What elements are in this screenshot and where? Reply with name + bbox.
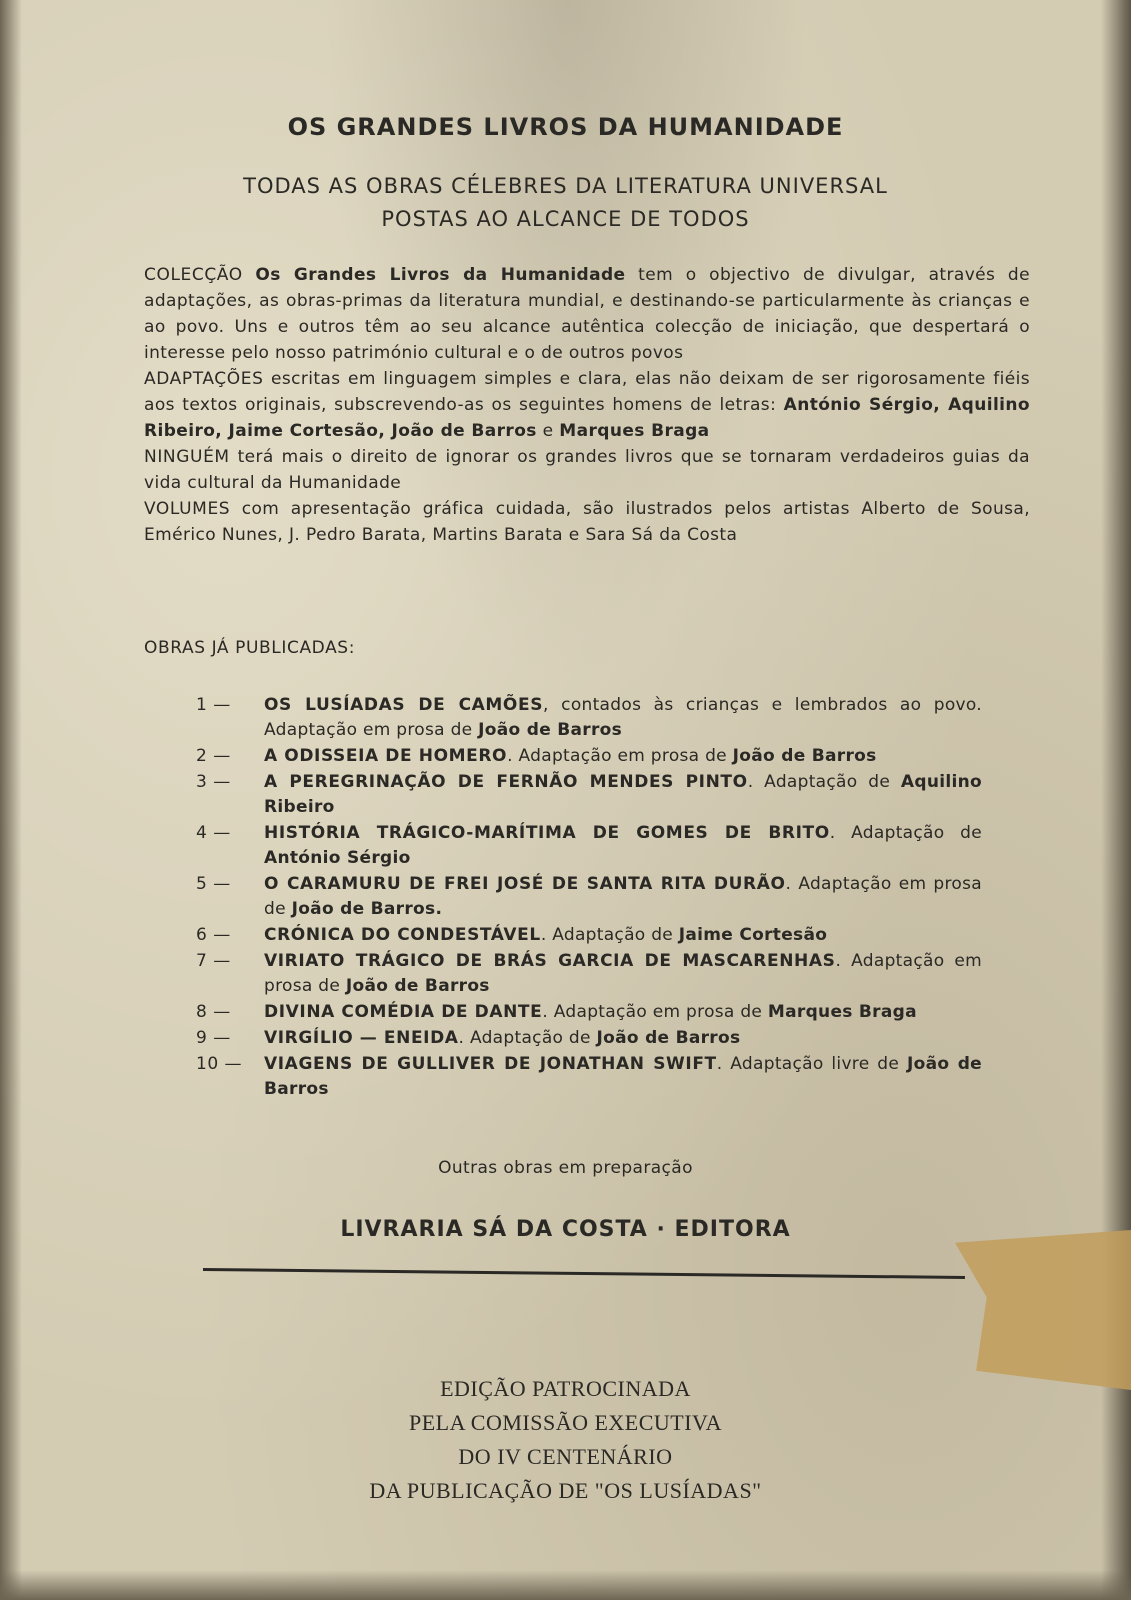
work-adapter: António Sérgio	[264, 848, 411, 868]
subtitle-line: TODAS AS OBRAS CÉLEBRES DA LITERATURA UNIVERSAL	[243, 174, 888, 198]
work-adapter: João de Barros.	[291, 899, 443, 919]
sponsorship-note	[0, 1372, 1131, 1508]
work-adapter: Aquilino Ribeiro	[264, 772, 982, 817]
work-title: A ODISSEIA DE HOMERO	[264, 746, 508, 766]
work-title: O CARAMURU DE FREI JOSÉ DE SANTA RITA DURÃO	[264, 874, 786, 894]
work-description: . Adaptação de	[540, 925, 679, 945]
work-number: 7 —	[196, 951, 231, 971]
paragraph-text: escritas em linguagem simples e clara, elas não deixam de ser rigorosamente fiéis aos textos originais, subscrevendo-as os seguintes homens de letras:	[144, 369, 1031, 415]
work-title: VIRIATO TRÁGICO DE BRÁS GARCIA DE MASCARENHAS	[264, 951, 836, 971]
work-description: , contados às crianças e lembrados ao povo. Adaptação em prosa de	[264, 695, 982, 740]
page-edge-shadow	[0, 1570, 1131, 1600]
intro-paragraph	[144, 496, 1030, 548]
list-item	[196, 693, 982, 743]
work-description: . Adaptação de	[829, 823, 983, 843]
subtitle-line: POSTAS AO ALCANCE DE TODOS	[381, 207, 750, 231]
work-description: . Adaptação de	[458, 1028, 597, 1048]
work-adapter: João de Barros	[596, 1028, 741, 1048]
work-adapter: João de Barros	[478, 720, 623, 740]
list-item	[196, 821, 982, 871]
work-number: 9 —	[196, 1028, 231, 1048]
sponsor-line: DA PUBLICAÇÃO DE "OS LUSÍADAS"	[369, 1478, 762, 1503]
paragraph-text: terá mais o direito de ignorar os grandes livros que se tornaram verdadeiros guias da vida cultural da Humanidade	[144, 447, 1030, 493]
work-number: 5 —	[196, 874, 231, 894]
publisher-name: LIVRARIA SÁ DA COSTA · EDITORA	[340, 1217, 791, 1242]
collection-subtitle	[0, 170, 1131, 236]
work-description: . Adaptação em prosa de	[264, 874, 982, 919]
paragraph-text: tem o objectivo de divulgar, através de adaptações, as obras-primas da literatura mundial, e destinando-se particularmente às crianças e ao povo. Uns e outros têm ao seu alcance autêntica colecção de iniciação, que despertará o interesse pelo nosso património cultural e o de outros povos	[144, 265, 1030, 363]
work-title: VIRGÍLIO — ENEIDA	[264, 1028, 459, 1048]
work-adapter: Marques Braga	[767, 1002, 917, 1022]
list-item	[196, 1052, 982, 1102]
work-number: 10 —	[196, 1054, 243, 1074]
conjunction: e	[542, 421, 554, 441]
work-title: VIAGENS DE GULLIVER DE JONATHAN SWIFT	[264, 1054, 717, 1074]
work-description: . Adaptação em prosa de	[507, 746, 733, 766]
list-item	[196, 770, 982, 820]
collection-description	[144, 262, 1030, 548]
list-item	[196, 1000, 982, 1025]
work-description: . Adaptação em prosa de	[542, 1002, 768, 1022]
list-item	[196, 744, 982, 769]
work-adapter: João de Barros	[732, 746, 877, 766]
author-list: António Sérgio, Aquilino Ribeiro, Jaime Cortesão, João de Barros	[144, 395, 1030, 441]
work-adapter: João de Barros	[264, 1054, 983, 1099]
work-number: 6 —	[196, 925, 231, 945]
list-item	[196, 872, 982, 922]
work-number: 3 —	[196, 772, 231, 792]
author-name: Marques Braga	[559, 421, 710, 441]
work-description: . Adaptação de	[747, 772, 901, 792]
list-item	[196, 923, 982, 948]
work-title: A PEREGRINAÇÃO DE FERNÃO MENDES PINTO	[264, 772, 748, 792]
intro-paragraph	[144, 262, 1030, 366]
sponsor-line: EDIÇÃO PATROCINADA	[440, 1376, 691, 1401]
page-edge-shadow	[0, 0, 22, 1600]
work-title: HISTÓRIA TRÁGICO-MARÍTIMA DE GOMES DE BRITO	[264, 823, 830, 843]
paragraph-text: com apresentação gráfica cuidada, são ilustrados pelos artistas Alberto de Sousa, Emérico Nunes, J. Pedro Barata, Martins Barata e Sara Sá da Costa	[144, 499, 1031, 545]
collection-name: Os Grandes Livros da Humanidade	[255, 265, 626, 285]
collection-title: OS GRANDES LIVROS DA HUMANIDADE	[287, 113, 844, 141]
list-item	[196, 1026, 982, 1051]
work-title: OS LUSÍADAS DE CAMÕES	[264, 695, 544, 715]
work-number: 2 —	[196, 746, 231, 766]
in-preparation-note: Outras obras em preparação	[438, 1158, 693, 1178]
work-title: CRÓNICA DO CONDESTÁVEL	[264, 925, 541, 945]
paragraph-label: NINGUÉM	[144, 447, 230, 467]
list-item	[196, 949, 982, 999]
work-description: . Adaptação livre de	[716, 1054, 907, 1074]
adhesive-tape-stain	[955, 1230, 1131, 1390]
sponsor-line: PELA COMISSÃO EXECUTIVA	[408, 1410, 722, 1435]
work-number: 8 —	[196, 1002, 231, 1022]
work-number: 1 —	[196, 695, 231, 715]
paragraph-label: COLECÇÃO	[144, 265, 243, 285]
intro-paragraph	[144, 444, 1030, 496]
published-works-heading: OBRAS JÁ PUBLICADAS:	[144, 638, 356, 658]
published-works-list	[196, 693, 982, 1103]
divider-rule	[203, 1268, 965, 1279]
work-adapter: Jaime Cortesão	[678, 925, 828, 945]
sponsor-line: DO IV CENTENÁRIO	[458, 1444, 673, 1469]
paragraph-label: VOLUMES	[144, 499, 231, 519]
work-description: . Adaptação em prosa de	[264, 951, 982, 996]
paragraph-label: ADAPTAÇÕES	[144, 369, 264, 389]
intro-paragraph	[144, 366, 1030, 444]
work-title: DIVINA COMÉDIA DE DANTE	[264, 1002, 543, 1022]
work-adapter: João de Barros	[345, 976, 490, 996]
work-number: 4 —	[196, 823, 231, 843]
